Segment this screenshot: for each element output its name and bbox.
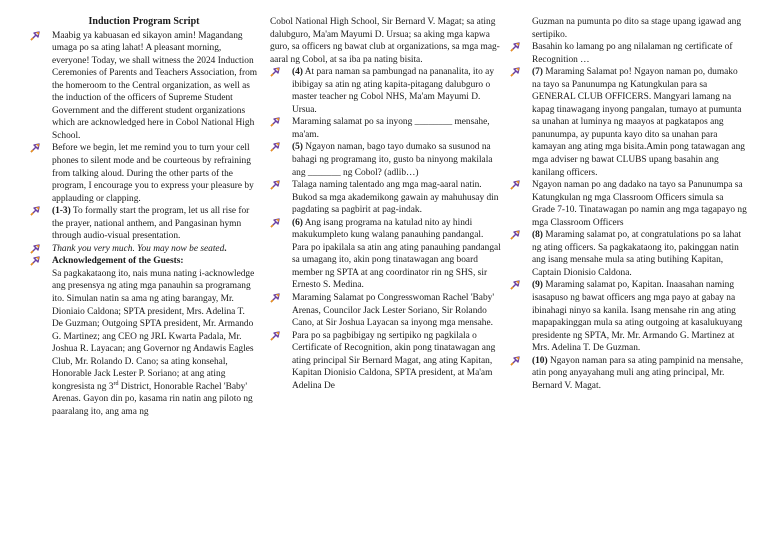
list-item: [270, 66, 502, 116]
arrow-bullet-icon: [510, 230, 520, 240]
paragraph: Ngayon naman po ang dadako na tayo sa Panunumpa sa Katungkulan ng mga Classroom Officers simula sa Grade 7-10. Tinatawagan po namin ang mga tagapayo ng mga Classroom Officers: [532, 180, 747, 228]
step-number: (9): [532, 280, 543, 291]
list-item: [270, 179, 502, 217]
paragraph: Maraming salamat po sa inyong ________ mensahe, ma'am.: [292, 117, 490, 140]
arrow-bullet-icon: [270, 67, 280, 77]
arrow-bullet-icon: [510, 42, 520, 52]
paragraph: To formally start the program, let us all rise for the prayer, national anthem, and Pangasinan hymn through audio-visual presentation.: [52, 206, 250, 242]
paragraph: Maabig ya kabuasan ed sikayon amin! Magandang umaga po sa ating lahat! A pleasant morning, everyone! Today, we shall witness the 2024 Induction Ceremonies of Parents and Teachers Association, from the homeroom to the Central organization, as well as the induction of the officers of Supreme Student Government and the different student organizations which are acknowledged here in Cobol National High School.: [52, 30, 258, 141]
paragraph: Maraming Salamat po Congresswoman Rachel 'Baby' Arenas, Councilor Jack Lester Soriano, Sir Rolando Cano, at Sir Joshua Layacan sa inyong mga mensahe.: [292, 293, 495, 329]
paragraph: Cobol National High School, Sir Bernard V. Magat; sa ating dalubguro, Ma'am Mayumi D. Ursua; sa aking mga kapwa guro, sa officers ng bawat club at organizations, sa mga mag-aaral ng Cobol, at sa iba pa nating bisita.: [270, 17, 500, 65]
section-heading: Acknowledgement of the Guests:: [52, 256, 184, 267]
paragraph: Talaga naming talentado ang mga mag-aaral natin. Bukod sa mga akademikong gawain ay mahuhusay din pagdating sa pagbirit at pag-indak.: [292, 180, 499, 216]
arrow-bullet-icon: [270, 117, 280, 127]
arrow-bullet-icon: [270, 142, 280, 152]
list-item: [510, 355, 748, 393]
list-item: [30, 205, 258, 243]
column-3: [510, 16, 748, 392]
list-item: [510, 229, 748, 279]
list-item: [30, 243, 258, 256]
arrow-bullet-icon: [510, 356, 520, 366]
arrow-bullet-icon: [30, 143, 40, 153]
step-number: (8): [532, 230, 543, 241]
step-number: (1-3): [52, 206, 71, 217]
step-number: (7): [532, 67, 543, 78]
paragraph: Maraming Salamat po! Ngayon naman po, dumako na tayo sa Panunumpa ng Katungkulan para sa GENERAL CLUB OFFICERS. Mangyari lamang na kapag tinawagang inyong pangalan, tumayo at pumunta sa unahan at luminya ng maayos at pagkatapos ang panunumpa, ay pupunta kayo dito sa unahan para kamayan ang ating mga bisita.Amin pong tatawagan ang mga adviser ng bawat CLUBS upang basahin ang kanilang officers.: [532, 67, 745, 178]
paragraph: Before we begin, let me remind you to turn your cell phones to silent mode and be courteous by refraining from talking aloud. During the other parts of the program, I encourage you to express your pleasure by applauding or clapping.: [52, 143, 254, 204]
list-item: [30, 30, 258, 143]
paragraph: Sa pagkakataong ito, nais muna nating i-acknowledge ang presensya ng ating mga panauhin sa programang ito. Simulan natin sa ama ng ating barangay, Mr. Dioniaio Caldona; SPTA president, Mrs. Adelina T. De Guzman; Outgoing SPTA president, Mr. Armando G. Martinez; ang CEO ng JRL Kwarta Padala, Mr. Joshua R. Layacan; ang Governor ng Andawis Eagles Club, Mr. Rolando D. Cano; sa ating konsehal, Honorable Jack Lester P. Soriano; at ang ating kongresista ng 3: [52, 268, 255, 392]
list-item: [510, 179, 748, 229]
paragraph: Maraming salamat po, at congratulations po sa lahat ng ating officers. Sa pagkakataong ito, pakinggan natin ang isang mensahe mula sa ating butihing Kapitan, Captain Dionisio Caldona.: [532, 230, 742, 278]
column-1: [30, 16, 258, 419]
step-number: (4): [292, 67, 303, 78]
arrow-bullet-icon: [30, 244, 40, 254]
superscript: rd: [113, 380, 119, 387]
paragraph: Basahin ko lamang po ang nilalaman ng certificate of Recognition …: [532, 42, 733, 65]
list-item: [510, 41, 748, 66]
step-number: (6): [292, 217, 303, 228]
paragraph-block: [30, 268, 258, 419]
paragraph: District, Honorable Rachel 'Baby' Arenas. Gayon din po, kasama rin natin ang piloto ng paaralang ito, ang ama ng: [52, 381, 253, 417]
paragraph: Ang isang programa na katulad nito ay hindi makukumpleto kung walang panauhing pandangal. Para po ipakilala sa atin ang ating panauhing pandangal sa umagang ito, akin pong tinatawagan ang board member ng SPTA at ang coordinator rin ng SHS, sir Ernesto S. Medina.: [292, 217, 501, 291]
list-item: [270, 217, 502, 292]
arrow-bullet-icon: [510, 280, 520, 290]
period: .: [224, 243, 227, 254]
paragraph: Thank you very much. You may now be seated: [52, 243, 225, 254]
paragraph: Ngayon naman, bago tayo dumako sa susunod na bahagi ng programang ito, gusto ba ninyong makilala ang _______ ng Cobol? (adlib…): [292, 142, 493, 178]
arrow-bullet-icon: [270, 218, 280, 228]
paragraph: Ngayon naman para sa ating pampinid na mensahe, atin pong anyayahang muli ang ating principal, Mr. Bernard V. Magat.: [532, 355, 744, 391]
list-item: [270, 141, 502, 179]
list-item: [30, 142, 258, 205]
column-2: [270, 16, 502, 392]
arrow-bullet-icon: [30, 31, 40, 41]
step-number: (10): [532, 355, 548, 366]
step-number: (5): [292, 142, 303, 153]
arrow-bullet-icon: [510, 67, 520, 77]
paragraph: At para naman sa pambungad na pananalita, ito ay ibibigay sa atin ng ating kapita-pitagang dalubguro o master teacher ng Cobol NHS, Ma'am Mayumi D. Ursua.: [292, 67, 495, 115]
arrow-bullet-icon: [30, 256, 40, 266]
list-item: [510, 279, 748, 354]
paragraph: Para po sa pagbibigay ng sertipiko ng pagkilala o Certificate of Recognition, akin pong tinatawagan ang ating principal Sir Bernard Magat, ang ating Kapitan, Kapitan Dionisio Caldona, SPTA president, at Ma'am Adelina De: [292, 330, 496, 391]
arrow-bullet-icon: [270, 293, 280, 303]
arrow-bullet-icon: [270, 331, 280, 341]
list-item: [270, 330, 502, 393]
list-item: [270, 292, 502, 330]
paragraph-block: [510, 16, 748, 41]
list-item: [30, 255, 258, 268]
arrow-bullet-icon: [30, 206, 40, 216]
paragraph-block: [270, 16, 502, 66]
list-item: [270, 116, 502, 141]
list-item: [510, 66, 748, 179]
arrow-bullet-icon: [270, 180, 280, 190]
paragraph: Guzman na pumunta po dito sa stage upang igawad ang sertipiko.: [532, 17, 742, 40]
document-title: Induction Program Script: [88, 16, 200, 27]
paragraph: Maraming salamat po, Kapitan. Inaasahan naming isasapuso ng bawat officers ang mga payo at gabay na ibinahagi ninyo sa kanila. Isang mensahe rin ang ating mapapakinggan mula sa ating outgoing at kasalukuyang presidente ng SPTA, Mr. Mr. Armando G. Martinez at Mrs. Adelina T. De Guzman.: [532, 280, 743, 354]
arrow-bullet-icon: [510, 180, 520, 190]
